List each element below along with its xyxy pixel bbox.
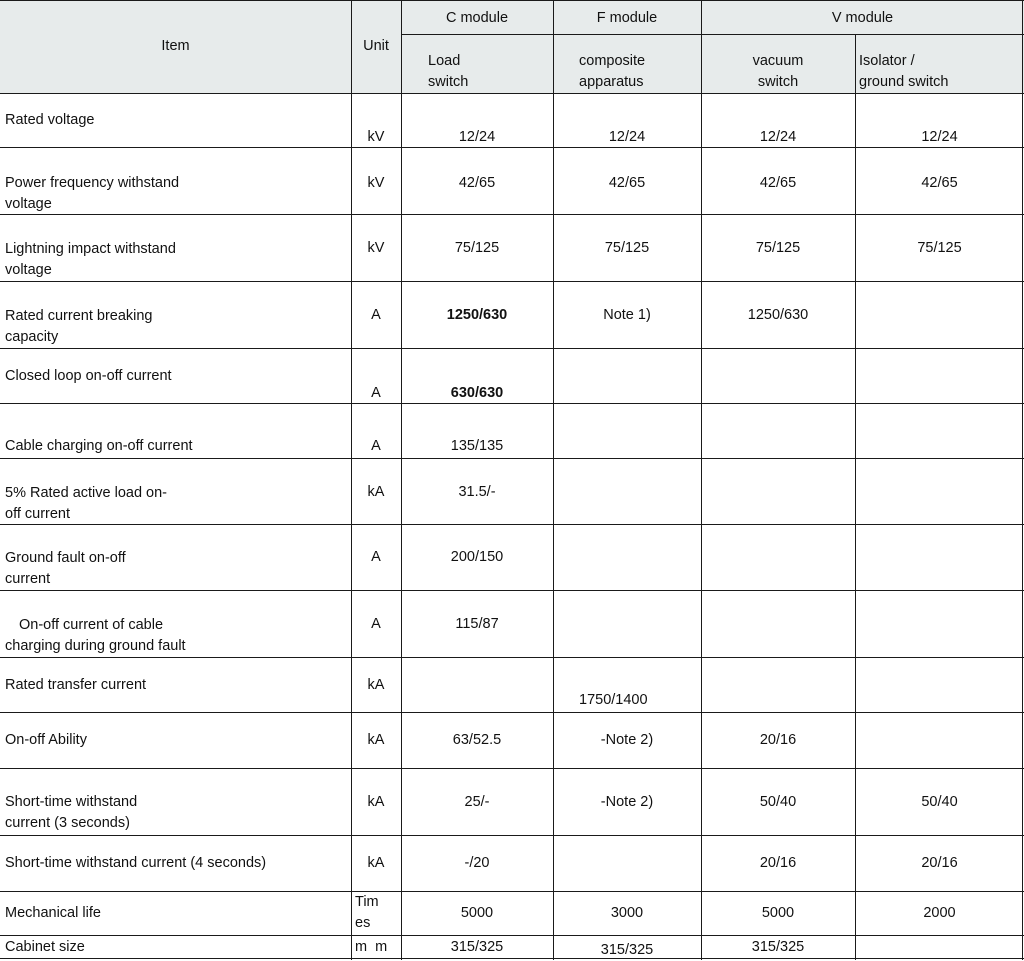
row-item-line2: voltage	[5, 262, 52, 278]
grid-line	[1022, 0, 1023, 960]
grid-line	[0, 935, 1024, 936]
grid-line	[0, 835, 1024, 836]
row-item	[5, 173, 179, 215]
row-v1-value: 75/125	[755, 240, 801, 256]
row-item-line1: Lightning impact withstand	[5, 241, 176, 257]
grid-line	[0, 590, 1024, 591]
row-f-value: -Note 2)	[600, 794, 654, 810]
grid-line	[0, 458, 1024, 459]
row-v2-value: 75/125	[917, 240, 962, 256]
row-v1-value: 20/16	[759, 732, 797, 748]
row-c-value: 12/24	[458, 129, 496, 145]
row-unit: A	[371, 307, 381, 323]
grid-line	[0, 958, 1024, 959]
row-v1-value: 315/325	[751, 939, 805, 955]
row-f-value: Note 1)	[603, 307, 651, 323]
row-v2-value: 42/65	[921, 175, 958, 191]
row-v1-value: 1250/630	[747, 307, 809, 323]
grid-line	[401, 34, 1024, 35]
grid-line	[0, 768, 1024, 769]
row-item: Cable charging on-off current	[5, 438, 193, 454]
header-c-module: C module	[445, 10, 509, 26]
row-item: Rated transfer current	[5, 677, 147, 693]
row-item-line1: 5% Rated active load on-	[5, 485, 168, 501]
row-f-value: 1750/1400	[579, 692, 648, 708]
row-v2-value: 2000	[923, 905, 956, 921]
grid-line	[0, 0, 1024, 1]
row-f-value: 42/65	[608, 175, 646, 191]
grid-line	[0, 281, 1024, 282]
row-unit: A	[371, 616, 381, 632]
row-v1-value: 42/65	[759, 175, 797, 191]
row-v1-value: 12/24	[759, 129, 797, 145]
row-item-line2: charging during ground fault	[5, 638, 186, 654]
row-unit: kA	[367, 794, 385, 810]
row-item	[5, 548, 126, 590]
grid-line	[351, 0, 352, 960]
grid-line	[0, 214, 1024, 215]
row-unit: kA	[367, 855, 385, 871]
header-f-sub-line2: apparatus	[579, 74, 644, 90]
row-item-line1: Rated current breaking	[5, 308, 153, 324]
row-c-value: 1250/630	[446, 307, 508, 323]
header-f-sub	[579, 51, 645, 93]
row-c-value: 315/325	[450, 939, 504, 955]
row-unit: kV	[367, 240, 385, 256]
row-c-value: 115/87	[455, 616, 499, 632]
row-c-value: 42/65	[458, 175, 496, 191]
row-item-line2: off current	[5, 506, 71, 522]
row-unit: A	[371, 438, 381, 454]
header-f-module: F module	[596, 10, 658, 26]
header-v-module: V module	[831, 10, 894, 26]
header-v-sub1	[701, 51, 855, 93]
grid-line	[0, 657, 1024, 658]
row-unit: Tim es	[355, 894, 379, 931]
row-item: Rated voltage	[5, 112, 95, 128]
grid-line	[0, 348, 1024, 349]
row-unit: m m	[355, 939, 388, 955]
row-unit: kA	[367, 677, 385, 693]
row-unit: kA	[367, 732, 385, 748]
row-c-value: -/20	[464, 855, 490, 871]
header-v-sub1-line2: switch	[757, 74, 799, 90]
row-item: Short-time withstand current (4 seconds)	[5, 855, 267, 871]
row-item-line1: Short-time withstand	[5, 794, 138, 810]
grid-line	[0, 403, 1024, 404]
row-c-value: 135/135	[450, 438, 504, 454]
grid-line	[401, 0, 402, 960]
row-c-value: 63/52.5	[452, 732, 502, 748]
row-c-value: 31.5/-	[458, 484, 496, 500]
header-v-sub1-line1: vacuum	[752, 53, 804, 69]
grid-line	[0, 712, 1024, 713]
header-item: Item	[161, 38, 190, 54]
row-item-line1: Ground fault on-off	[5, 550, 126, 566]
row-f-value: 315/325	[600, 942, 654, 958]
row-item-line2: current (3 seconds)	[5, 815, 130, 831]
row-v2-value: 20/16	[921, 855, 958, 871]
row-item-line2: voltage	[5, 196, 52, 212]
row-item	[5, 615, 186, 657]
row-unit: A	[371, 385, 381, 401]
row-v1-value: 20/16	[759, 855, 797, 871]
row-f-value: -Note 2)	[600, 732, 654, 748]
grid-line	[0, 524, 1024, 525]
row-v1-value: 5000	[761, 905, 795, 921]
grid-line	[701, 0, 702, 960]
row-item	[5, 306, 153, 348]
row-item: Cabinet size	[5, 939, 85, 955]
row-item	[5, 483, 167, 525]
row-unit: A	[371, 549, 381, 565]
header-c-sub-line2: switch	[428, 74, 469, 90]
row-c-value: 630/630	[450, 385, 504, 401]
header-v-sub2-line1: Isolator /	[859, 53, 915, 69]
row-f-value: 3000	[610, 905, 644, 921]
row-item-line1: Power frequency withstand	[5, 175, 180, 191]
header-c-sub-line1: Load	[428, 53, 461, 69]
row-item-line2: current	[5, 571, 51, 587]
grid-line	[0, 891, 1024, 892]
row-item: Closed loop on-off current	[5, 368, 172, 384]
row-unit: kV	[367, 175, 385, 191]
row-unit: kA	[367, 484, 385, 500]
row-item: On-off Ability	[5, 732, 87, 748]
row-f-value: 12/24	[608, 129, 646, 145]
row-v2-value: 12/24	[921, 129, 958, 145]
grid-line	[0, 147, 1024, 148]
header-c-sub	[428, 51, 468, 93]
row-v2-value: 50/40	[921, 794, 958, 810]
row-v1-value: 50/40	[759, 794, 797, 810]
row-item	[5, 792, 137, 834]
row-c-value: 75/125	[454, 240, 500, 256]
row-c-value: 200/150	[450, 549, 504, 565]
header-unit: Unit	[363, 38, 389, 54]
grid-line	[553, 0, 554, 960]
row-unit: kV	[367, 129, 385, 145]
row-item	[5, 239, 176, 281]
row-f-value: 75/125	[604, 240, 650, 256]
row-item-line2: capacity	[5, 329, 59, 345]
grid-line	[0, 93, 1024, 94]
header-f-sub-line1: composite	[579, 53, 646, 69]
row-c-value: 25/-	[464, 794, 490, 810]
row-item-line1: On-off current of cable	[19, 617, 164, 633]
header-v-sub2-line2: ground switch	[859, 74, 949, 90]
row-item: Mechanical life	[5, 905, 101, 921]
header-v-sub2	[859, 51, 948, 93]
row-c-value: 5000	[460, 905, 494, 921]
grid-line	[855, 34, 856, 960]
